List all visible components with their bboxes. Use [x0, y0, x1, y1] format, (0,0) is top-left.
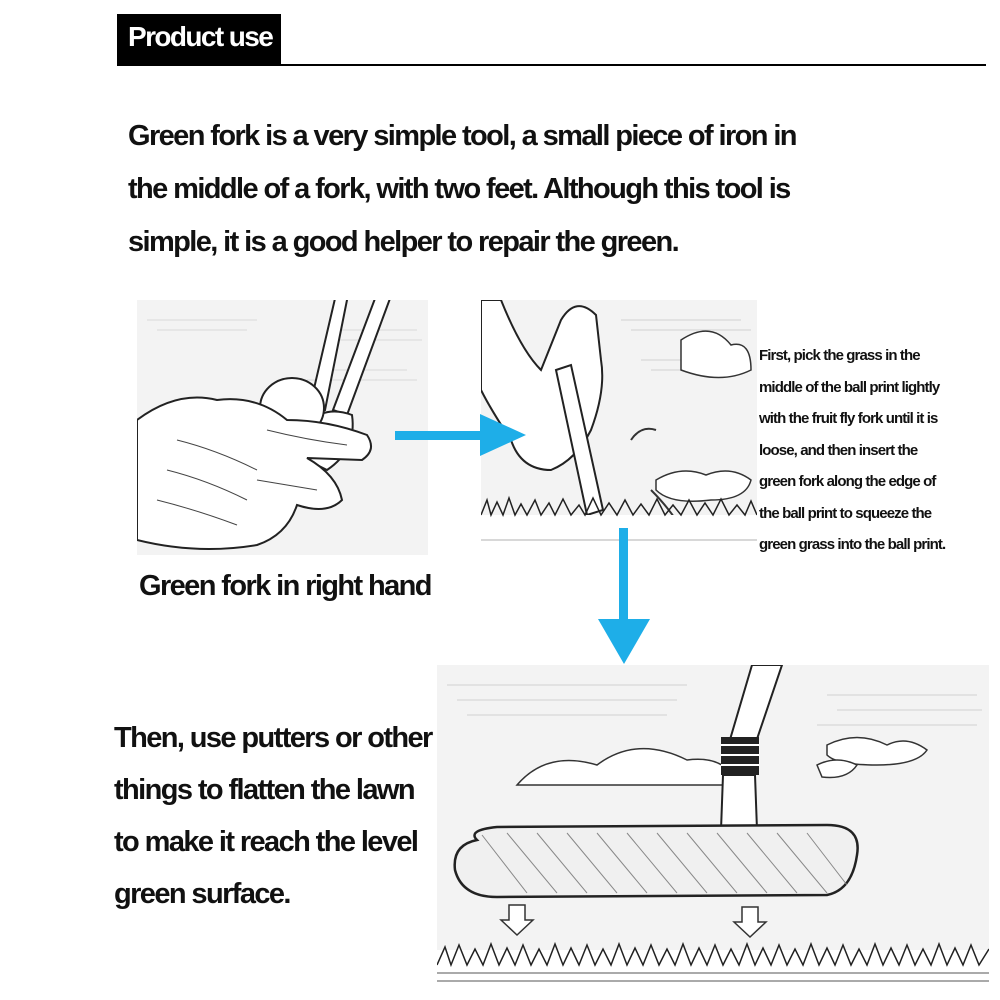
intro-line: Green fork is a very simple tool, a small piece of iron in	[128, 120, 796, 152]
steps-line: with the fruit fly fork until it is	[759, 410, 938, 427]
down-arrow-icon	[598, 528, 650, 664]
final-line: things to flatten the lawn	[114, 774, 414, 806]
final-line: to make it reach the level	[114, 826, 418, 858]
steps-line: green fork along the edge of	[759, 473, 936, 490]
hand-caption: Green fork in right hand	[139, 570, 431, 602]
steps-line: loose, and then insert the	[759, 441, 918, 459]
steps-line: the ball print to squeeze the	[759, 504, 932, 522]
section-title: Product use	[128, 21, 273, 52]
right-arrow-icon	[395, 414, 526, 456]
steps-line: First, pick the grass in the	[759, 347, 920, 364]
intro-line: simple, it is a good helper to repair the green.	[128, 226, 679, 258]
final-line: Then, use putters or other	[114, 722, 432, 754]
intro-line: the middle of a fork, with two feet. Although this tool is	[128, 173, 790, 205]
steps-line: green grass into the ball print.	[759, 536, 946, 553]
final-line: green surface.	[114, 878, 290, 910]
steps-line: middle of the ball print lightly	[759, 378, 940, 396]
